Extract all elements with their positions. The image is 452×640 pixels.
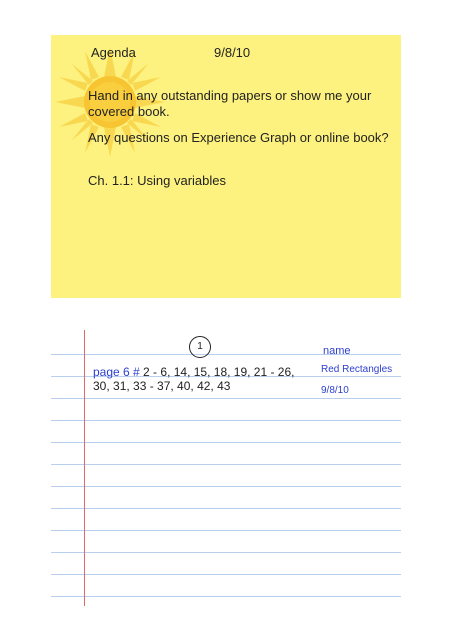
rule-line (51, 596, 401, 597)
agenda-heading: Agenda (91, 45, 136, 60)
side-group-label: Red Rectangles (321, 364, 393, 375)
agenda-item-3: Ch. 1.1: Using variables (88, 173, 227, 188)
agenda-item-1: Hand in any outstanding papers or show me your covered book. (88, 88, 372, 119)
rule-line (51, 442, 401, 443)
rule-line (51, 508, 401, 509)
rule-line (51, 574, 401, 575)
agenda-item-2: Any questions on Experience Graph or online book? (88, 130, 389, 145)
agenda-slide (51, 35, 401, 298)
agenda-date: 9/8/10 (214, 45, 251, 60)
assignment-problems: 2 - 6, 14, 15, 18, 19, 21 - 26, 30, 31, 33 - 37, 40, 42, 43 (93, 365, 295, 393)
side-date-label: 9/8/10 (321, 385, 349, 396)
rule-line (51, 552, 401, 553)
margin-line (84, 330, 85, 606)
assignment-prefix: page 6 # (93, 365, 140, 379)
rule-line (51, 486, 401, 487)
rule-line (51, 420, 401, 421)
rule-line (51, 398, 401, 399)
rule-line (51, 464, 401, 465)
side-name-label: name (323, 345, 351, 357)
notebook-page (51, 330, 401, 610)
homework-assignment (93, 365, 308, 393)
rule-line (51, 530, 401, 531)
page-number-badge: 1 (189, 336, 211, 358)
